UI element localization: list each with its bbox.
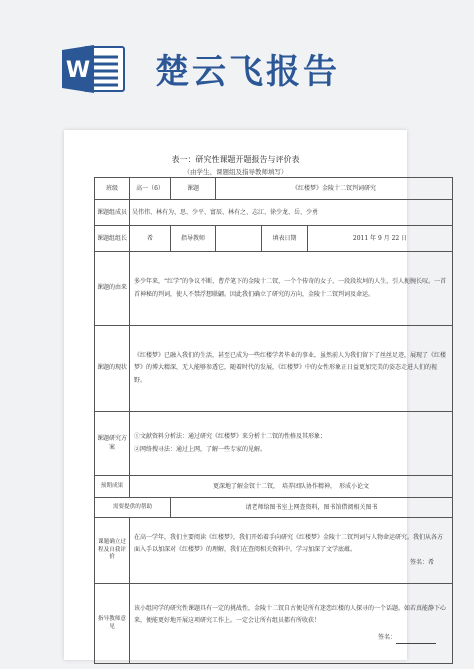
page-header [0, 0, 474, 118]
self-eval-content [130, 518, 453, 584]
document-subtitle: （由学生、课题组及指导教师填写） [183, 168, 288, 176]
help-value: 请老师给图书室上网查资料，图书馆借阅相关图书 [171, 498, 453, 518]
status-text: 《红楼梦》已融入我们的生活，甚至已成为一些红楼学者毕业的事业，虽然前人为我们留下了丝丝足迹，展现了《红楼梦》的博大精深，无人能够参透它，随着时代的发展，《红楼梦》中的女性形象正日益更加完美的姿态走进人们的视野。 [130, 326, 453, 412]
self-eval-label: 课题确立过程及自我评价 [95, 518, 130, 584]
teacher-eval-text: 该小组同学的研究性课题具有一定的挑战性，金陵十二钗自古便是所有迷恋红楼的人探寻的一个话题。如若真能静下心来，便能更好地开展这项研究工作上。一定会让所有组员都有所收获！ [134, 605, 447, 625]
date-value: 2011 年 9 月 22 日 [308, 226, 453, 252]
expected-label: 预期成果 [95, 476, 130, 498]
teacher-eval-label: 指导教师意见 [95, 584, 130, 664]
row-plan [95, 412, 453, 476]
origin-label: 课题的由来 [95, 252, 130, 326]
row-expected [95, 476, 453, 498]
row-self-eval [95, 518, 453, 584]
brand-title: 楚云飞报告 [155, 52, 340, 92]
plan-content [130, 412, 453, 476]
leader-value: 希 [130, 226, 171, 252]
teacher-eval-content [130, 584, 453, 664]
teacher-eval-sign-label: 签名： [378, 633, 397, 641]
teacher-eval-signature [134, 632, 448, 644]
plan-line-2: ②网络搜寻法：通过上网，了解一些专家的见解。 [134, 445, 267, 453]
topic-value: 《红楼梦》金陵十二钗判词研究 [216, 178, 453, 200]
members-value: 吴伟伟、林有为、思、少平、富辰、林有之、志江、徐少龙、岳、少勇 [130, 200, 453, 226]
class-value: 高一（6） [130, 178, 171, 200]
row-status [95, 326, 453, 412]
class-label: 班级 [95, 178, 130, 200]
expected-value: 更深地了解金钗十二钗， 培养团队协作精神， 形成小论文 [130, 476, 453, 498]
document-page [64, 130, 447, 660]
self-eval-sign-value: 希 [428, 558, 435, 566]
status-label: 课题的现状 [95, 326, 130, 412]
teacher-label: 指导教师 [171, 226, 216, 252]
word-icon-letter: W [65, 58, 91, 83]
date-label: 填表日期 [262, 226, 308, 252]
document-title: 表一：研究性课题开题报告与评价表 [171, 155, 300, 164]
row-help [95, 498, 453, 518]
topic-label: 课题 [171, 178, 216, 200]
origin-text: 多少年来，“红学”的争议不断，曹芹笔下的金陵十二钗，一个个传奇的女子，一段段坎坷的人生，引人扼腕长叹。一首首神秘的判词，使人不禁浮想联翩。因此我们确立了研究的方向，金陵十二钗判词及命运。 [130, 252, 453, 326]
help-label: 需要提供的帮助 [95, 498, 171, 518]
row-members [95, 200, 453, 226]
self-eval-signature [134, 557, 448, 569]
plan-line-1: ①文献资料分析法：通过研究《红楼梦》来分析十二钗的性格及其形象； [134, 433, 327, 441]
plan-label: 课题研究方案 [95, 412, 130, 476]
self-eval-sign-label: 签名： [409, 558, 428, 566]
row-class-topic [95, 178, 453, 200]
leader-label: 课题组组长 [95, 226, 130, 252]
members-label: 课题组成员 [95, 200, 130, 226]
self-eval-text: 在高一学年，我们主要阅读《红楼梦》，我们开始着手向研究《红楼梦》金陵十二钗判词与人物命运研究。我们从各方面入手以加深对《红楼梦》的理解，我们在查阅相关资料中，学习加深了文学底蕴。 [134, 534, 444, 554]
teacher-sign-line [396, 637, 436, 644]
word-document-icon [60, 44, 126, 94]
row-origin [95, 252, 453, 326]
row-teacher-eval [95, 584, 453, 664]
row-leader [95, 226, 453, 252]
teacher-value [216, 226, 262, 252]
report-table [94, 177, 453, 664]
